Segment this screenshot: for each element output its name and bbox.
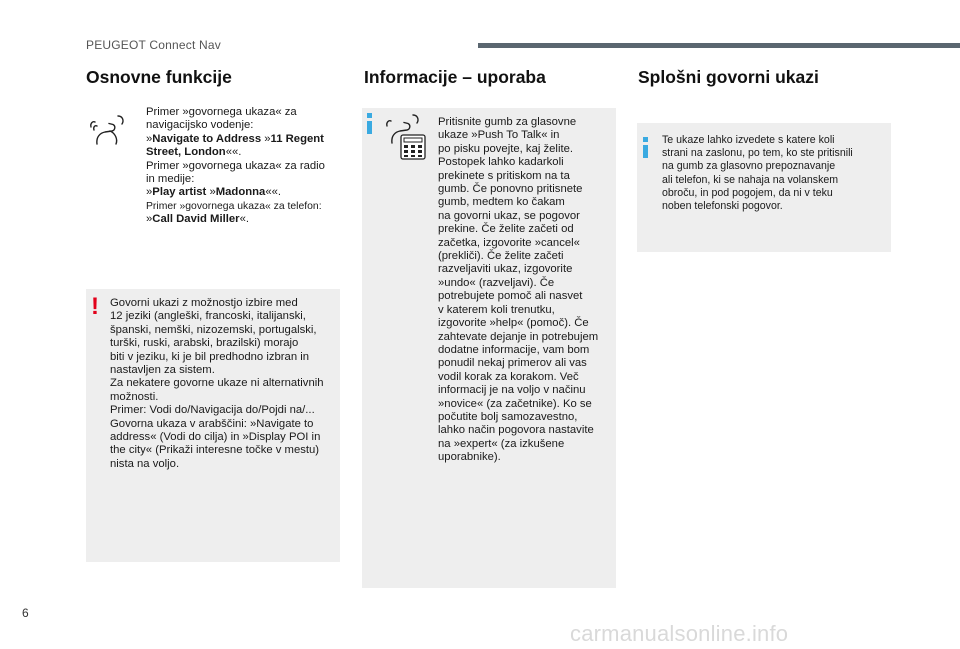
warning-text-line: možnosti. [110, 390, 159, 403]
warning-text-line: address« (Vodi do cilja) in »Display POI in [110, 431, 321, 444]
usage-info-line: na »expert« (za izkušene [438, 437, 565, 450]
example-nav-line1: Primer »govornega ukaza« za [146, 106, 297, 118]
heading-osnovne-funkcije: Osnovne funkcije [86, 67, 232, 87]
example-phone-line1: Primer »govornega ukaza« za telefon: [146, 200, 322, 212]
example-phone-command: »Call David Miller«. [146, 213, 249, 226]
usage-info-line: Postopek lahko kadarkoli [438, 156, 564, 169]
push-to-talk-phone-icon [385, 113, 429, 161]
general-commands-line: ali telefon, ki se nahaja na volanskem [662, 173, 839, 186]
example-nav-line2: navigacijsko vodenje: [146, 119, 254, 132]
example-radio-command: »Play artist »Madonna««. [146, 186, 282, 199]
info-icon-stem [367, 121, 372, 134]
voice-command-hand-icon [88, 113, 128, 147]
usage-info-text [438, 116, 614, 465]
page-number: 6 [22, 606, 29, 620]
usage-info-line: »undo« (razveljavi). Če [438, 276, 555, 289]
watermark: carmanualsonline.info [570, 621, 789, 646]
warning-text [110, 297, 338, 471]
example-radio-line1: Primer »govornega ukaza« za radio [146, 159, 325, 172]
info-icon-stem [643, 145, 648, 158]
command-address-street: 11 Regent [270, 132, 324, 145]
example-nav-command: »Navigate to Address »11 Regent [146, 132, 324, 145]
heading-splosni-govorni-ukazi: Splošni govorni ukazi [638, 67, 819, 87]
usage-info-line: potrebujete pomoč ali nasvet [438, 290, 583, 303]
usage-info-line: informacij je na voljo v načinu [438, 384, 586, 397]
warning-text-line: nista na voljo. [110, 457, 180, 470]
command-address-city: Street, London [146, 146, 226, 159]
usage-info-line: prekine. Če želite začeti od [438, 223, 574, 236]
usage-info-line: gumb, medtem ko čakam [438, 196, 565, 209]
usage-info-line: po pisku povejte, kaj želite. [438, 142, 574, 155]
command-play-artist: Play artist [152, 186, 207, 199]
warning-text-line: španski, nemški, nizozemski, portugalski, [110, 323, 317, 336]
usage-info-line: dodatne informacije, vam bom [438, 343, 590, 356]
usage-info-line: zahtevate dejanje in potrebujem [438, 330, 599, 343]
header-title: PEUGEOT Connect Nav [86, 38, 221, 52]
usage-info-line: izgovorite »help« (pomoč). Če [438, 317, 589, 330]
usage-info-line: razveljaviti ukaz, izgovorite [438, 263, 573, 276]
usage-info-line: počutite bolj samozavestno, [438, 410, 578, 423]
warning-icon: ! [91, 293, 99, 320]
usage-info-line: na govorni ukaz, se pogovor [438, 209, 580, 222]
basic-functions-examples [146, 106, 342, 227]
usage-info-line: Pritisnite gumb za glasovne [438, 116, 577, 128]
usage-info-line: »novice« (za začetnike). Ko se [438, 397, 592, 410]
general-commands-line: noben telefonski pogovor. [662, 200, 783, 213]
command-call-contact: Call David Miller [152, 213, 240, 226]
warning-text-line: Govorni ukazi z možnostjo izbire med [110, 297, 298, 309]
general-commands-text [662, 134, 888, 213]
usage-info-line: začetka, izgovorite »cancel« [438, 236, 580, 249]
warning-text-line: nastavljen za sistem. [110, 364, 215, 377]
example-nav-command-cont: Street, London««. [146, 146, 242, 159]
warning-text-line: Primer: Vodi do/Navigacija do/Pojdi na/... [110, 404, 315, 417]
usage-info-line: vodil korak za korakom. Več [438, 370, 579, 383]
command-artist-name: Madonna [215, 186, 266, 199]
usage-info-line: v katerem koli trenutku, [438, 303, 555, 316]
usage-info-line: gumb. Če ponovno pritisnete [438, 183, 583, 196]
warning-text-line: the city« (Prikaži interesne točke v mestu) [110, 444, 320, 457]
general-commands-line: obroču, in pod pogojem, da ni v teku [662, 186, 833, 199]
general-commands-line: strani na zaslonu, po tem, ko ste pritisnili [662, 147, 853, 160]
info-icon-dot [643, 137, 648, 142]
warning-text-line: biti v jeziku, ki je bil predhodno izbran in [110, 350, 310, 363]
usage-info-line: ponudil nekaj primerov ali vas [438, 357, 587, 370]
usage-info-line: lahko način pogovora nastavite [438, 424, 594, 437]
usage-info-line: uporabnike). [438, 451, 501, 464]
general-commands-line: Te ukaze lahko izvedete s katere koli [662, 134, 835, 146]
warning-text-line: 12 jeziki (angleški, francoski, italijanski, [110, 310, 306, 323]
usage-info-line: (prekliči). Če želite začeti [438, 250, 564, 263]
warning-text-line: turški, ruski, arabski, brazilski) morajo [110, 337, 299, 350]
info-icon-dot [367, 113, 372, 118]
header-bar [478, 43, 960, 48]
warning-text-line: Govorna ukaza v arabščini: »Navigate to [110, 417, 314, 430]
usage-info-line: prekinete s pritiskom na ta [438, 169, 570, 182]
command-navigate-to-address: Navigate to Address [152, 132, 262, 145]
example-radio-line2: in medije: [146, 173, 195, 186]
heading-informacije-uporaba: Informacije – uporaba [364, 67, 546, 87]
usage-info-line: ukaze »Push To Talk« in [438, 129, 560, 142]
general-commands-line: na gumb za glasovno prepoznavanje [662, 160, 836, 173]
warning-text-line: Za nekatere govorne ukaze ni alternativnih [110, 377, 324, 390]
